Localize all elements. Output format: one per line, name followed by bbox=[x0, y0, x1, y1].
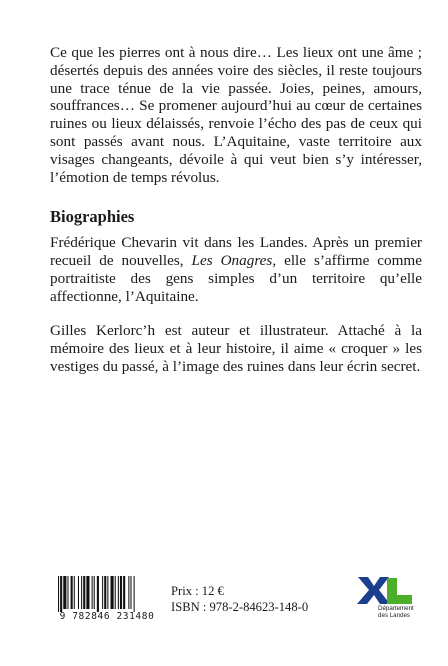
barcode-bar bbox=[58, 576, 59, 612]
barcode-bar bbox=[74, 576, 75, 609]
bio1-text-before: Frédérique Chevarin vit dans les Landes. Après un premier recueil de nouvelles, bbox=[50, 234, 422, 269]
price: Prix : 12 € bbox=[171, 584, 224, 598]
barcode-bar bbox=[67, 576, 68, 609]
departement-landes-logo bbox=[350, 575, 422, 629]
barcode-bar bbox=[111, 576, 114, 609]
logo-line2: des Landes bbox=[378, 612, 410, 619]
footer bbox=[50, 575, 422, 625]
book-title: Les Onagres bbox=[191, 251, 273, 269]
barcode-bar bbox=[118, 576, 119, 609]
barcode-bar bbox=[130, 576, 131, 609]
barcode-bar bbox=[115, 576, 116, 609]
barcode-bar bbox=[102, 576, 103, 609]
barcode-bar bbox=[86, 576, 89, 609]
barcode-bar bbox=[63, 576, 66, 609]
intro-paragraph: Ce que les pierres ont à nous dire… Les lieux ont une âme ; désertés depuis des années voire des siècles, il reste toujours une trace ténue de la vie passée. Joies, peines, amours, souffrances… Se promener aujourd’hui au cœur de certaines ruines ou lieux délaissés, renvoie l’écho des pas de ceux qui sont passés avant nous. L’Aquitaine, vaste territoire aux visages changeants, dévoile à qui veut bien s’y intéresser, l’émotion de temps révolus. bbox=[50, 44, 422, 186]
barcode-number: 9 782846 231480 bbox=[59, 611, 155, 622]
barcode-bar bbox=[83, 576, 85, 609]
logo-line1: Département bbox=[378, 605, 414, 612]
logo-caption bbox=[378, 605, 414, 619]
barcode-bar bbox=[71, 576, 73, 609]
price-isbn bbox=[171, 583, 308, 615]
barcode-bar bbox=[134, 576, 135, 612]
barcode-bar bbox=[128, 576, 129, 609]
barcode-bar bbox=[104, 576, 106, 609]
barcode-bar bbox=[81, 576, 82, 609]
barcode-bar bbox=[92, 576, 93, 609]
xl-logo-mark bbox=[350, 575, 422, 605]
isbn: ISBN : 978-2-84623-148-0 bbox=[171, 600, 309, 614]
barcode-bar bbox=[78, 576, 79, 609]
bio1-text-after: , elle s’affirme comme portraitiste des gens simples d’un territoire qu’elle affectionne, l’Aquitaine. bbox=[50, 251, 422, 305]
barcode-bar bbox=[120, 576, 122, 609]
barcode bbox=[50, 575, 164, 625]
back-cover-text bbox=[50, 44, 422, 376]
barcode-bar bbox=[123, 576, 125, 609]
biography-kerlorch: Gilles Kerlorc’h est auteur et illustrateur. Attaché à la mémoire des lieux et à leur histoire, il aime « croquer » les vestiges du passé, à l’image des ruines dans leur écrin secret. bbox=[50, 322, 422, 375]
barcode-bar bbox=[60, 576, 62, 612]
barcode-bar bbox=[94, 576, 95, 609]
barcode-bars bbox=[58, 576, 156, 612]
biographies-heading: Biographies bbox=[50, 207, 135, 227]
barcode-bar bbox=[107, 576, 108, 609]
biography-chevarin bbox=[50, 234, 422, 305]
barcode-bar bbox=[97, 576, 99, 612]
